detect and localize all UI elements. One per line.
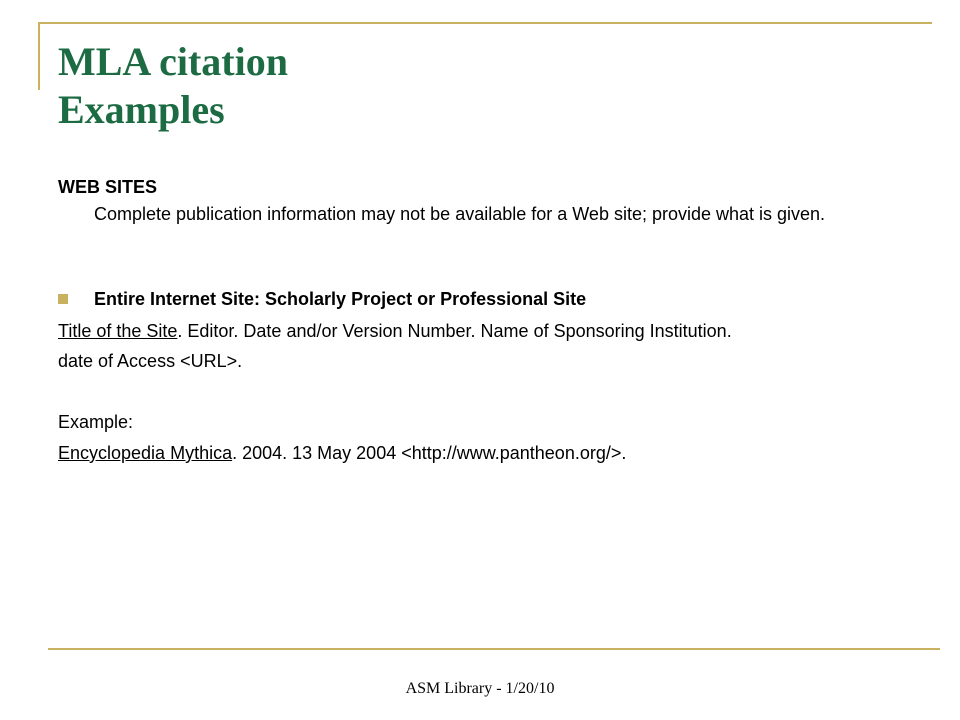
example-site-title: Encyclopedia Mythica	[58, 443, 233, 463]
section-heading: WEB SITES	[58, 177, 158, 197]
bottom-rule	[48, 648, 940, 650]
footer: ASM Library - 1/20/10	[405, 680, 555, 697]
title-line-2: Examples	[58, 87, 225, 132]
site-title-placeholder: Title of the Site	[58, 321, 178, 341]
example-citation	[58, 440, 626, 466]
left-rule	[38, 22, 40, 90]
format-line-2: date of Access <URL>.	[58, 351, 243, 371]
example-rest: . 2004. 13 May 2004 <http://www.pantheon.org/>.	[232, 443, 627, 463]
format-rest: . Editor. Date and/or Version Number. Name of Sponsoring Institution.	[177, 321, 732, 341]
slide-title	[58, 38, 288, 134]
title-line-1: MLA citation	[58, 39, 288, 84]
format-line-1	[58, 318, 732, 344]
bullet-text: Entire Internet Site: Scholarly Project or Professional Site	[94, 289, 587, 309]
section-note: Complete publication information may not be available for a Web site; provide what is given.	[94, 204, 826, 224]
bullet-square-icon	[58, 294, 68, 304]
top-rule	[38, 22, 932, 24]
example-label: Example:	[58, 412, 134, 432]
